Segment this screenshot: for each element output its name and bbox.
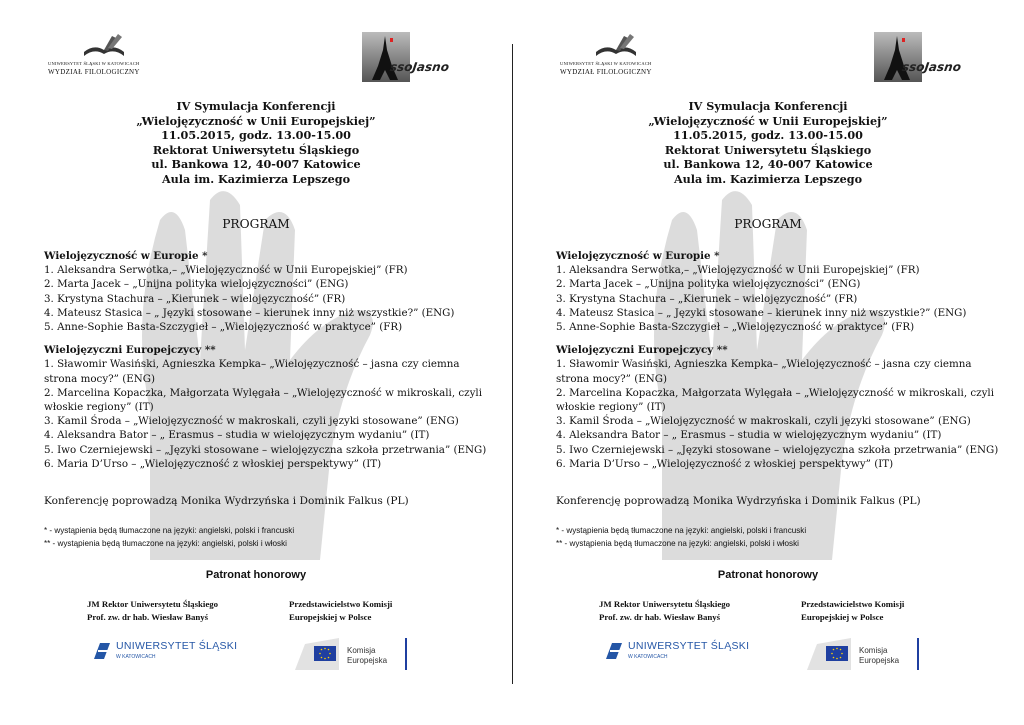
event-venue: Rektorat Uniwersytetu Śląskiego [152, 142, 360, 157]
university-logo-city: W KATOWICACH [116, 654, 156, 660]
section-title: Wielojęzyczność w Europie * [556, 250, 720, 262]
event-hall: Aula im. Kazimierza Lepszego [673, 171, 863, 186]
event-venue: Rektorat Uniwersytetu Śląskiego [664, 142, 872, 157]
book-icon [594, 34, 638, 58]
list-item: 4. Aleksandra Bator – „ Erasmus – studia w wielojęzycznym wydaniu” (IT) [556, 429, 942, 442]
footnotes [44, 524, 294, 550]
list-item: 2. Marcelina Kopaczka, Małgorzata Wylęgała – „Wielojęzyczność w mikroskali, czyli [556, 386, 994, 399]
footnotes [556, 524, 806, 550]
list-item: 4. Aleksandra Bator – „ Erasmus – studia w wielojęzycznym wydaniu” (IT) [44, 429, 430, 442]
program-body [44, 249, 494, 471]
list-item: 5. Anne-Sophie Basta-Szczygieł – „Wielojęzyczność w praktyce” (FR) [556, 321, 915, 334]
event-subtitle: „Wielojęzyczność w Unii Europejskiej” [648, 113, 888, 128]
faculty-name: WYDZIAŁ FILOLOGICZNY [560, 68, 652, 76]
list-item: 2. Marta Jacek – „Unijna polityka wielojęzyczności” (ENG) [556, 278, 861, 291]
moderators-text: Konferencję poprowadzą Monika Wydrzyńska i Dominik Falkus (PL) [44, 495, 409, 507]
footnote-2: ** - wystąpienia będą tłumaczone na języki: angielski, polski i włoski [44, 539, 287, 548]
list-item: 2. Marta Jacek – „Unijna polityka wielojęzyczności” (ENG) [44, 278, 349, 291]
list-item: 3. Kamil Środa – „Wielojęzyczność w makroskali, czyli języki stosowane” (ENG) [556, 415, 971, 428]
rector-name: Prof. zw. dr hab. Wiesław Banyś [599, 612, 721, 622]
patronage-heading: Patronat honorowy [205, 569, 307, 581]
program-heading: PROGRAM [222, 217, 290, 231]
footnote-1: * - wystąpienia będą tłumaczone na języki: angielski, polski i francuski [44, 526, 295, 535]
university-emblem-icon [604, 641, 624, 661]
event-address: ul. Bankowa 12, 40-007 Katowice [663, 157, 873, 171]
moderators-text: Konferencję poprowadzą Monika Wydrzyńska i Dominik Falkus (PL) [556, 495, 921, 507]
list-item: 1. Sławomir Wasiński, Agnieszka Kempka– „Wielojęzyczność – jasna czy ciemna [556, 358, 972, 371]
commission-logo-line-1: Komisja [347, 646, 376, 655]
rector-title: JM Rektor Uniwersytetu Śląskiego [599, 599, 731, 609]
commission-logo-line-1: Komisja [859, 646, 888, 655]
commission-line-2: Europejskiej w Polsce [801, 612, 884, 622]
commission-line-1: Przedstawicielstwo Komisji [289, 599, 393, 609]
list-item: 1. Aleksandra Serwotka,– „Wielojęzyczność w Unii Europejskiej” (FR) [44, 264, 408, 277]
university-logo-city: W KATOWICACH [628, 654, 668, 660]
university-logo-name: UNIWERSYTET ŚLĄSKI [628, 640, 750, 652]
assojasno-logo [362, 32, 462, 84]
list-item: 3. Kamil Środa – „Wielojęzyczność w makroskali, czyli języki stosowane” (ENG) [44, 415, 459, 428]
list-item: włoskie regiony” (IT) [44, 401, 154, 414]
list-item: 5. Iwo Czerniejewski – „Języki stosowane – wielojęzyczna szkoła przetrwania” (ENG) [556, 443, 999, 456]
section-title: Wielojęzyczność w Europie * [44, 250, 208, 262]
rector-block [87, 598, 218, 624]
commission-logo-line-2: Europejska [859, 656, 900, 665]
list-item: 1. Sławomir Wasiński, Agnieszka Kempka– „Wielojęzyczność – jasna czy ciemna [44, 358, 460, 371]
commission-line-1: Przedstawicielstwo Komisji [801, 599, 905, 609]
european-commission-logo [807, 636, 927, 672]
faculty-logo [560, 34, 670, 82]
list-item: 4. Mateusz Stasica – „ Języki stosowane – kierunek inny niż wszystkie?” (ENG) [44, 306, 455, 319]
patronage-heading: Patronat honorowy [717, 569, 819, 581]
faculty-university-name: UNIWERSYTET ŚLĄSKI W KATOWICACH [560, 61, 652, 66]
footnote-2: ** - wystąpienia będą tłumaczone na języki: angielski, polski i włoski [556, 539, 799, 548]
event-title: IV Symulacja Konferencji [688, 99, 848, 113]
event-subtitle: „Wielojęzyczność w Unii Europejskiej” [136, 113, 376, 128]
university-emblem-icon [92, 641, 112, 661]
assojasno-wordmark: ssoJasno [389, 60, 451, 74]
list-item: włoskie regiony” (IT) [556, 401, 666, 414]
university-logo [92, 637, 238, 667]
logo-divider [917, 638, 919, 670]
flyer-right [512, 0, 1024, 725]
list-item: 3. Krystyna Stachura – „Kierunek – wielojęzyczność” (FR) [44, 292, 346, 305]
faculty-name: WYDZIAŁ FILOLOGICZNY [48, 68, 140, 76]
program-heading: PROGRAM [734, 217, 802, 231]
event-date: 11.05.2015, godz. 13.00-15.00 [161, 128, 351, 142]
rector-name: Prof. zw. dr hab. Wiesław Banyś [87, 612, 209, 622]
commission-logo-line-2: Europejska [347, 656, 388, 665]
event-address: ul. Bankowa 12, 40-007 Katowice [151, 157, 361, 171]
section-title: Wielojęzyczni Europejczycy ** [44, 344, 216, 357]
assojasno-wordmark: ssoJasno [901, 60, 963, 74]
footnote-1: * - wystąpienia będą tłumaczone na języki: angielski, polski i francuski [556, 526, 807, 535]
list-item: 6. Maria D’Urso – „Wielojęzyczność z włoskiej perspektywy” (IT) [556, 457, 894, 470]
logo-divider [405, 638, 407, 670]
list-item: 2. Marcelina Kopaczka, Małgorzata Wylęgała – „Wielojęzyczność w mikroskali, czyli [44, 386, 482, 399]
list-item: strona mocy?” (ENG) [44, 372, 155, 385]
faculty-university-name: UNIWERSYTET ŚLĄSKI W KATOWICACH [48, 61, 140, 66]
section-title: Wielojęzyczni Europejczycy ** [556, 344, 728, 357]
commission-block [289, 598, 392, 624]
book-icon [82, 34, 126, 58]
faculty-logo [48, 34, 158, 82]
european-commission-logo [295, 636, 415, 672]
university-logo [604, 637, 750, 667]
program-body [556, 249, 1006, 471]
list-item: 4. Mateusz Stasica – „ Języki stosowane – kierunek inny niż wszystkie?” (ENG) [556, 306, 967, 319]
list-item: 1. Aleksandra Serwotka,– „Wielojęzyczność w Unii Europejskiej” (FR) [556, 264, 920, 277]
commission-line-2: Europejskiej w Polsce [289, 612, 372, 622]
list-item: 5. Anne-Sophie Basta-Szczygieł – „Wielojęzyczność w praktyce” (FR) [44, 321, 403, 334]
list-item: 6. Maria D’Urso – „Wielojęzyczność z włoskiej perspektywy” (IT) [44, 457, 382, 470]
event-hall: Aula im. Kazimierza Lepszego [161, 171, 351, 186]
commission-block [801, 598, 904, 624]
event-header [0, 99, 512, 186]
list-item: 3. Krystyna Stachura – „Kierunek – wielojęzyczność” (FR) [556, 292, 858, 305]
university-logo-name: UNIWERSYTET ŚLĄSKI [116, 640, 238, 652]
assojasno-logo [874, 32, 974, 84]
event-date: 11.05.2015, godz. 13.00-15.00 [673, 128, 863, 142]
event-header [512, 99, 1024, 186]
rector-title: JM Rektor Uniwersytetu Śląskiego [87, 599, 219, 609]
eu-flag-icon [826, 646, 848, 661]
list-item: strona mocy?” (ENG) [556, 372, 667, 385]
event-title: IV Symulacja Konferencji [176, 99, 336, 113]
eu-flag-icon [314, 646, 336, 661]
rector-block [599, 598, 730, 624]
list-item: 5. Iwo Czerniejewski – „Języki stosowane – wielojęzyczna szkoła przetrwania” (ENG) [44, 443, 487, 456]
